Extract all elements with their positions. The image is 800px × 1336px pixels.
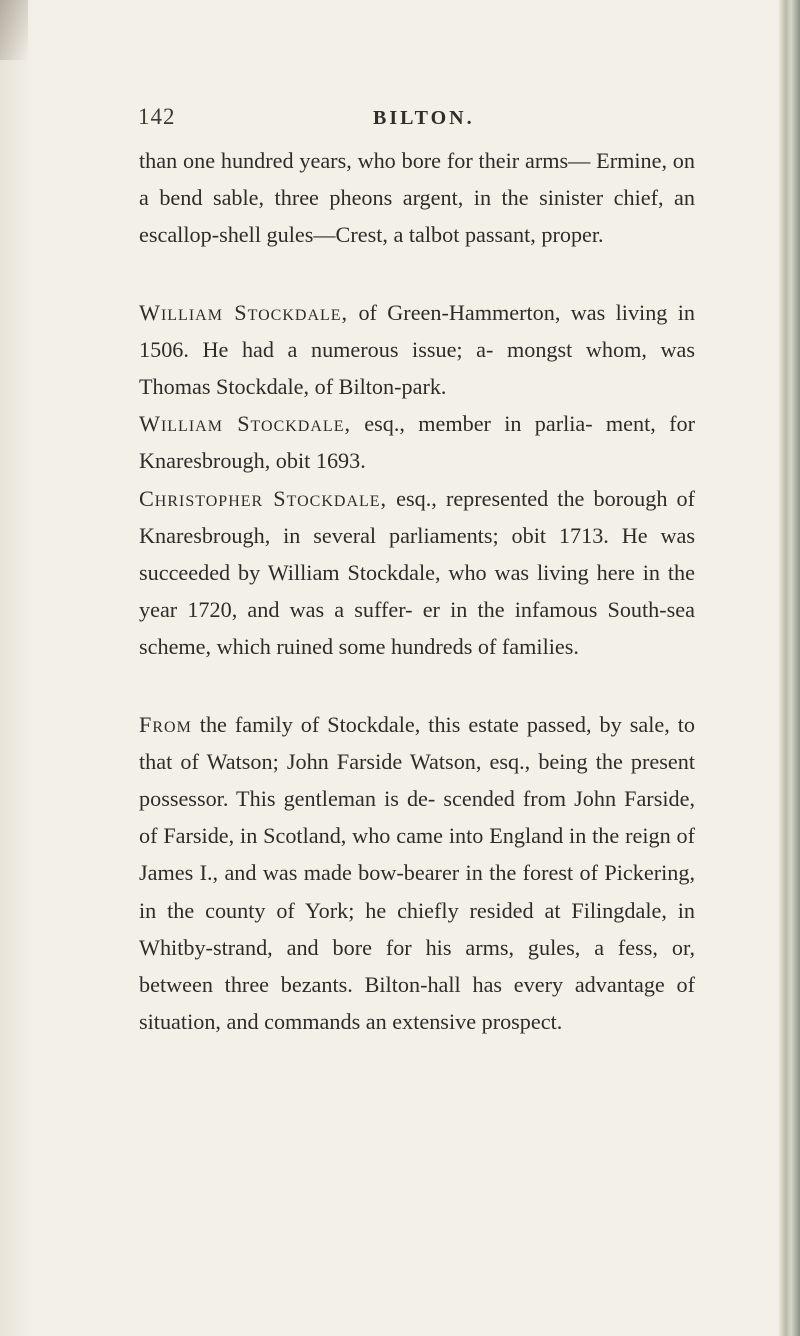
body-text	[139, 142, 695, 1040]
running-title: BILTON.	[373, 107, 475, 129]
paragraph-william-stockdale-1506	[139, 294, 695, 406]
paragraph-william-stockdale-esq	[139, 405, 695, 479]
person-name: William Stockdale,	[139, 299, 349, 325]
paragraph-watson-family	[139, 706, 695, 1041]
paragraph-text: the family of Stockdale, this estate passed, by sale, to that of Watson; John Farside Watson, esq., being the present possessor. This gentleman is de- scended from John Farside, of Farside, in Scotland, who came into England in the reign of James I., and was made bow-bearer in the forest of Pickering, in the county of York; he chiefly resided at Filingdale, in Whitby-strand, and bore for his arms, gules, a fess, or, between three bezants. Bilton-hall has every advantage of situation, and commands an extensive prospect.	[139, 711, 695, 1035]
person-name: William Stockdale,	[139, 411, 352, 437]
paragraph-text: esq., represented the borough of Knaresbrough, in several parliaments; obit 1713. He was succeeded by William Stockdale, who was living here in the year 1720, and was a suffer- er in the infamous South-sea scheme, which ruined some hundreds of families.	[139, 485, 695, 660]
page-corner-shadow	[0, 0, 28, 60]
running-head	[138, 104, 698, 144]
paragraph-arms: than one hundred years, who bore for their arms— Ermine, on a bend sable, three pheons argent, in the sinister chief, an escallop-shell gules—Crest, a talbot passant, proper.	[139, 148, 695, 248]
page-number: 142	[138, 104, 176, 129]
paragraph-text: esq., member in parlia- ment, for Knaresbrough, obit 1693.	[139, 411, 695, 474]
page-edge	[778, 0, 800, 1336]
person-name: Christopher Stockdale,	[139, 485, 388, 511]
paragraph-text: of Green-Hammerton, was living in 1506. He had a numerous issue; a- mongst whom, was Thomas Stockdale, of Bilton-park.	[139, 299, 695, 400]
page-gutter-shadow	[0, 0, 34, 1336]
paragraph-christopher-stockdale	[139, 480, 695, 666]
lead-word: From	[139, 711, 192, 737]
